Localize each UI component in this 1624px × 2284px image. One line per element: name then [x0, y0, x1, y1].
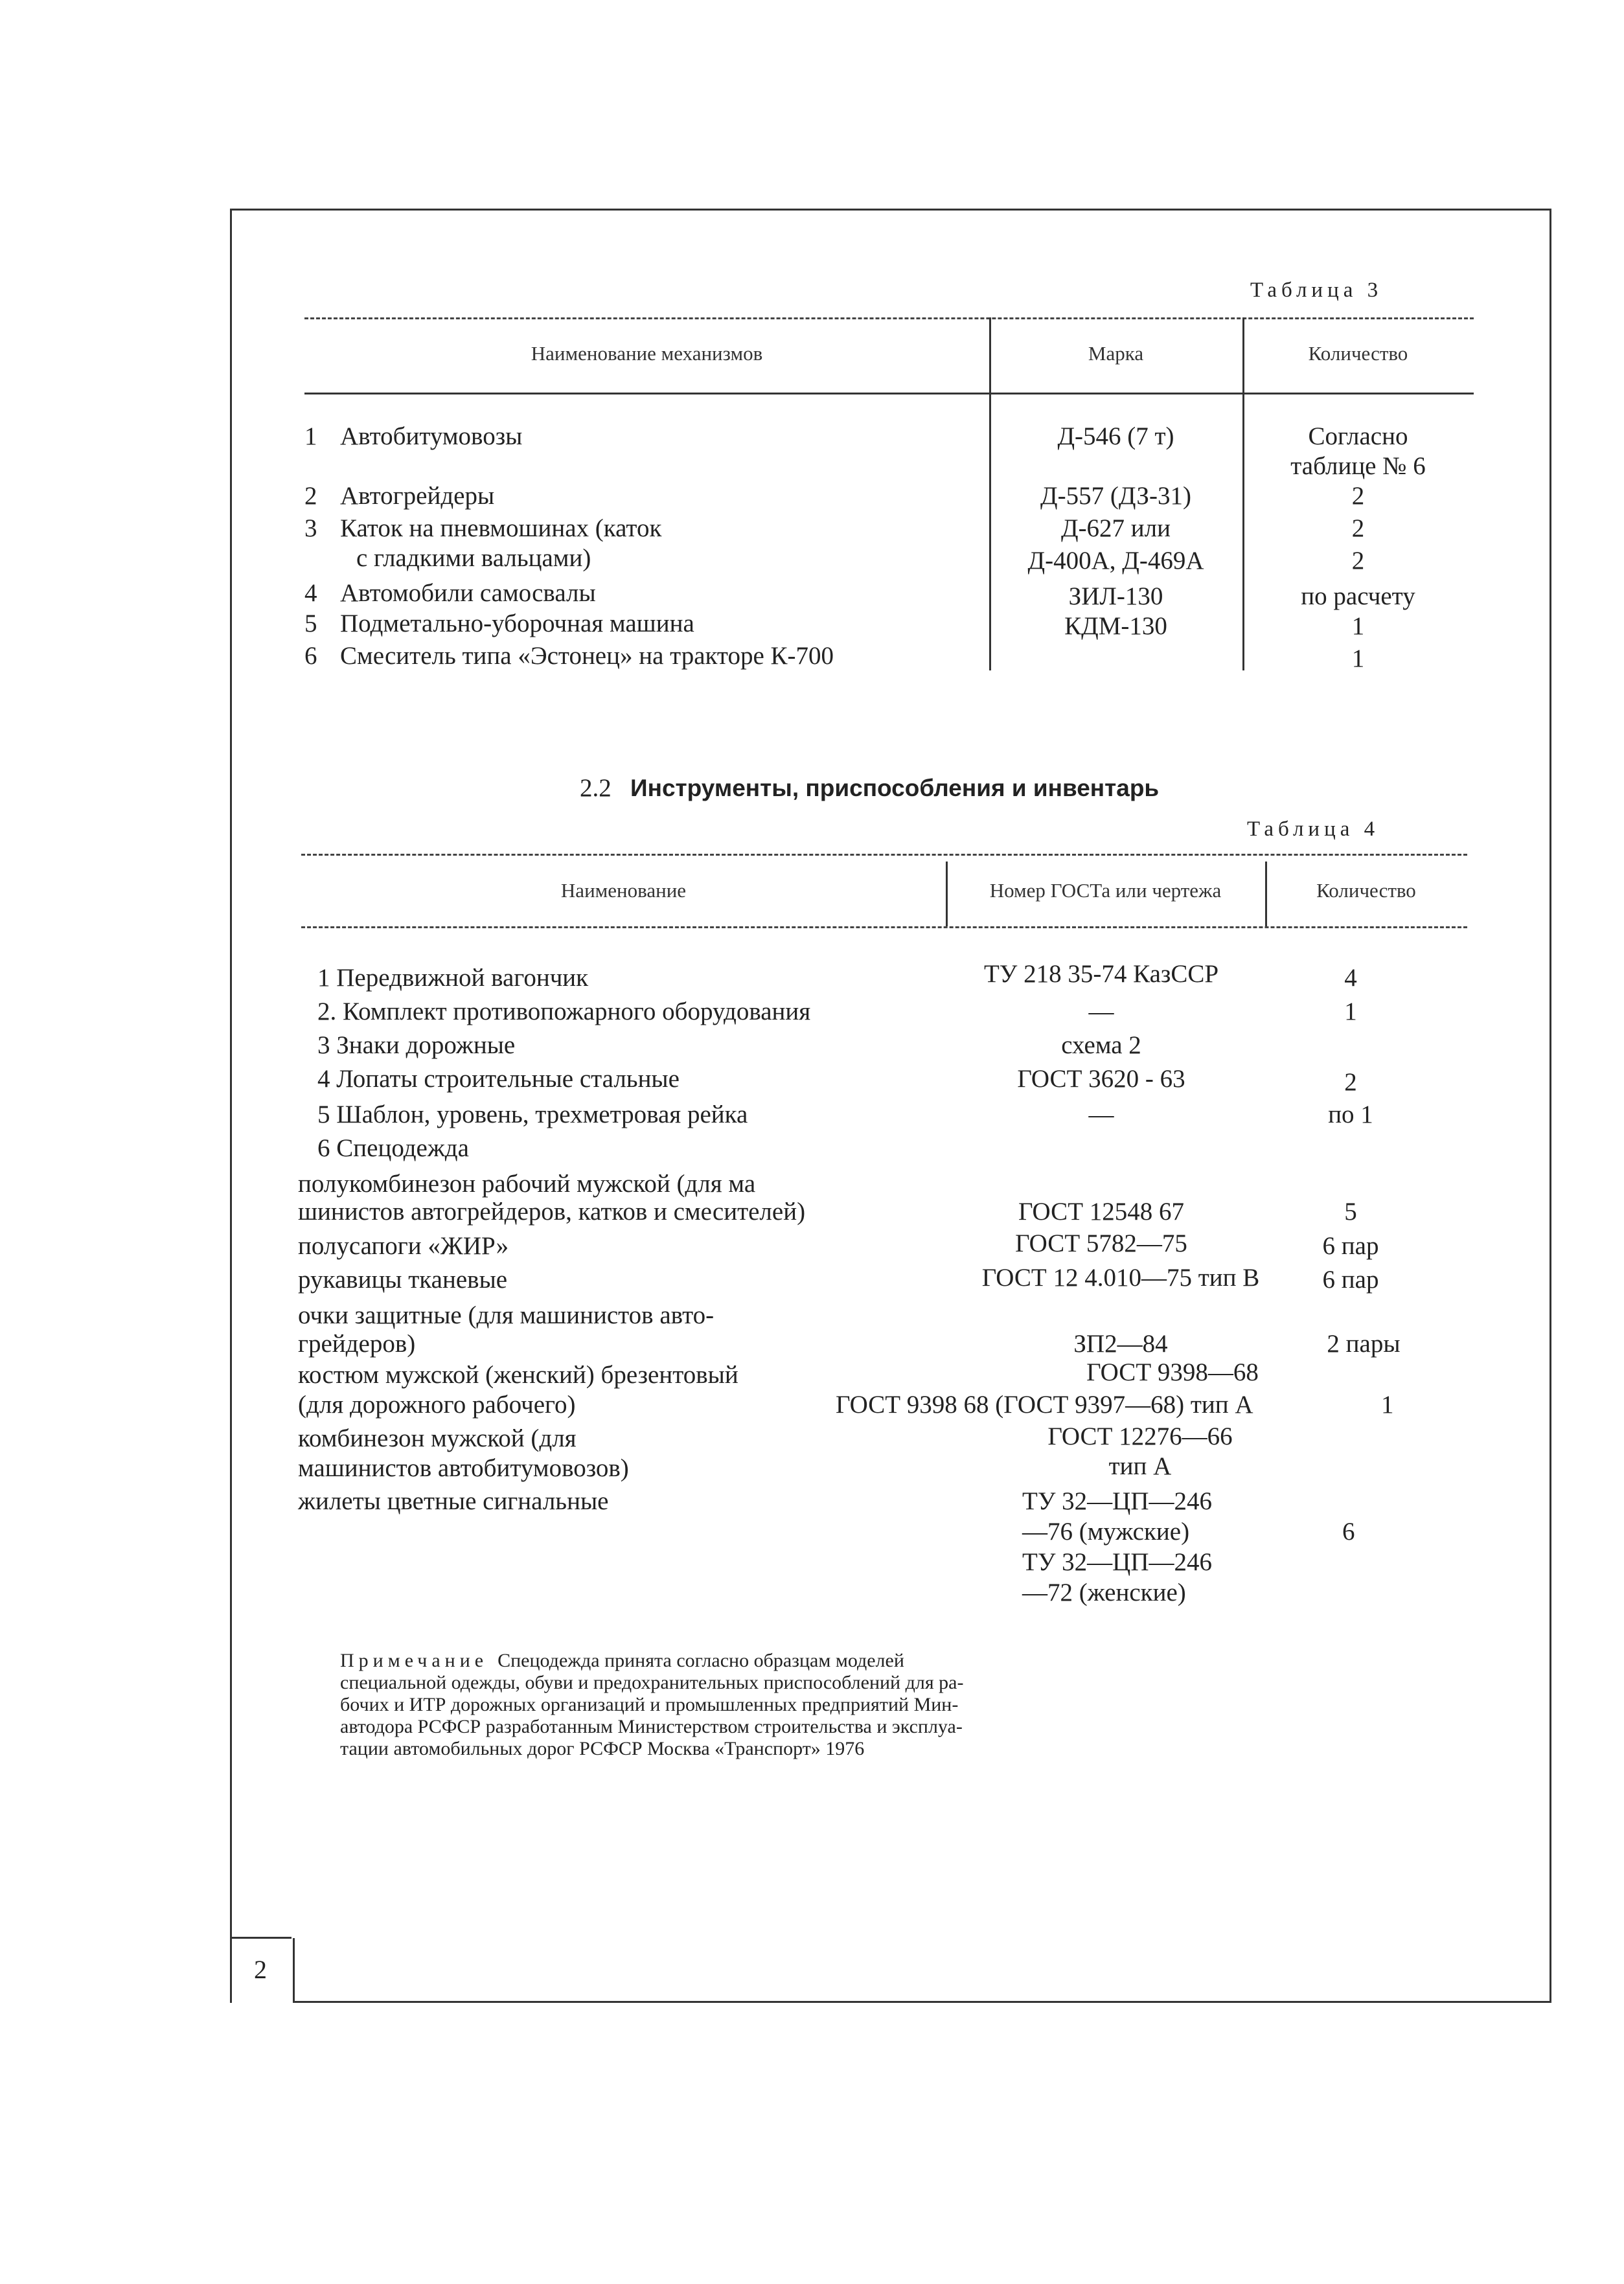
- table3-row-num: 1: [304, 422, 317, 450]
- table4-row-qty: 2: [1344, 1068, 1357, 1096]
- special-item-name: очки защитные (для машинистов авто-: [298, 1301, 715, 1329]
- special-item-qty: 5: [1344, 1198, 1357, 1226]
- note-line: тации автомобильных дорог РСФСР Москва «Транспорт» 1976: [340, 1738, 865, 1759]
- special-item-qty: 1: [1381, 1391, 1394, 1419]
- special-item-gost: ГОСТ 5782—75: [1015, 1229, 1187, 1257]
- special-item-gost: тип А: [1108, 1452, 1172, 1480]
- table4-row-gost: —: [1088, 1101, 1114, 1128]
- table4-row-name: 6 Спецодежда: [317, 1134, 469, 1162]
- special-item-name: костюм мужской (женский) брезентовый: [298, 1361, 738, 1389]
- table3-row-num: 5: [304, 610, 317, 637]
- page-number-box-side: [293, 1938, 295, 2003]
- table3-row-qty: 2: [1351, 482, 1365, 510]
- special-item-name: шинистов автогрейдеров, катков и смесителей): [298, 1198, 806, 1226]
- special-item-name: (для дорожного рабочего): [298, 1391, 576, 1419]
- table3-row-num: 3: [304, 514, 317, 542]
- table4-row-gost: ГОСТ 3620 - 63: [1017, 1065, 1185, 1093]
- table3-row-brand: ЗИЛ-130: [1068, 582, 1163, 610]
- section-heading: [580, 773, 1159, 803]
- special-item-name: полукомбинезон рабочий мужской (для ма: [298, 1170, 756, 1198]
- table3-row-qty: Согласно: [1308, 422, 1408, 450]
- note-line: бочих и ИТР дорожных организаций и промышленных предприятий Мин-: [340, 1694, 959, 1715]
- table3-row-brand: Д-627 или: [1060, 514, 1171, 542]
- table3-row-brand: КДМ-130: [1064, 612, 1167, 640]
- special-item-qty: 6: [1342, 1518, 1355, 1546]
- special-item-name: комбинезон мужской (для: [298, 1424, 577, 1452]
- table3-row-name: с гладкими вальцами): [356, 544, 591, 572]
- special-item-gost: ТУ 32—ЦП—246: [1022, 1487, 1213, 1515]
- section-title: Инструменты, приспособления и инвентарь: [630, 775, 1160, 801]
- table3-row-num: 6: [304, 642, 317, 670]
- special-item-gost: ГОСТ 12548 67: [1018, 1198, 1185, 1226]
- table3-row-name: Автобитумовозы: [340, 422, 523, 450]
- table3-row-brand: Д-557 (ДЗ-31): [1040, 482, 1191, 510]
- special-item-gost: ГОСТ 12276—66: [1047, 1422, 1233, 1450]
- table4-row-name: 4 Лопаты строительные стальные: [317, 1065, 680, 1093]
- special-item-gost: —76 (мужские): [1022, 1518, 1190, 1546]
- special-item-gost: ТУ 32—ЦП—246: [1022, 1548, 1213, 1576]
- table4-row-qty: по 1: [1328, 1101, 1373, 1128]
- page-number-box-top: [232, 1937, 292, 1939]
- special-item-gost: ГОСТ 9398—68: [1086, 1358, 1259, 1386]
- table3-top-rule: [304, 317, 1474, 319]
- table4-caption: Таблица 4: [1247, 817, 1380, 841]
- table4-header-name: Наименование: [560, 879, 687, 902]
- special-item-name: полусапоги «ЖИР»: [298, 1232, 509, 1260]
- table3-row-qty: по расчету: [1301, 582, 1415, 610]
- frame-top: [230, 209, 1551, 211]
- table4-row-gost: схема 2: [1061, 1031, 1141, 1059]
- special-item-qty: 6 пар: [1322, 1266, 1379, 1294]
- frame-left: [230, 209, 232, 2003]
- table4-header-rule: [301, 926, 1467, 928]
- note-line: Спецодежда принята согласно образцам моделей: [497, 1650, 904, 1671]
- table3-header-rule: [304, 393, 1474, 394]
- special-item-qty: 6 пар: [1322, 1232, 1379, 1260]
- table4-header-qty: Количество: [1316, 879, 1416, 902]
- table4-row-gost: ТУ 218 35-74 КазССР: [983, 960, 1219, 988]
- special-item-gost: ЗП2—84: [1073, 1330, 1168, 1358]
- note-line: автодора РСФСР разработанным Министерством строительства и эксплуа-: [340, 1716, 963, 1737]
- frame-bottom: [295, 2001, 1551, 2003]
- table4-row-qty: 1: [1344, 998, 1357, 1025]
- note-line: специальной одежды, обуви и предохранительных приспособлений для ра-: [340, 1672, 964, 1693]
- table4-row-name: 2. Комплект противопожарного оборудования: [317, 998, 811, 1025]
- table4-row-gost: —: [1088, 998, 1114, 1025]
- table3-row-qty: 1: [1351, 645, 1365, 672]
- note: [340, 1650, 1143, 1760]
- table3-row-num: 2: [304, 482, 317, 510]
- table3-row-name: Каток на пневмошинах (каток: [340, 514, 662, 542]
- table3-row-num: 4: [304, 579, 317, 607]
- table3-header-name: Наименование механизмов: [531, 342, 763, 365]
- table3-row-name: Автогрейдеры: [340, 482, 495, 510]
- table4-top-rule: [301, 854, 1467, 856]
- table4-row-name: 1 Передвижной вагончик: [317, 964, 589, 992]
- page-number: 2: [254, 1955, 267, 1984]
- table4-row-name: 3 Знаки дорожные: [317, 1031, 516, 1059]
- special-item-gost: ГОСТ 12 4.010—75 тип В: [981, 1264, 1260, 1292]
- special-item-name: жилеты цветные сигнальные: [298, 1487, 609, 1515]
- table3-row-qty: 2: [1351, 547, 1365, 575]
- note-label: Примечание: [340, 1650, 488, 1671]
- table3-row-name: Подметально-уборочная машина: [340, 610, 694, 637]
- table3-row-name: Автомобили самосвалы: [340, 579, 596, 607]
- special-item-name: машинистов автобитумовозов): [298, 1454, 629, 1482]
- table4-header-gost: Номер ГОСТа или чертежа: [989, 879, 1222, 902]
- table3-header-qty: Количество: [1308, 342, 1408, 365]
- table3-row-brand: Д-400А, Д-469А: [1027, 547, 1204, 575]
- table3-row-qty: 1: [1351, 612, 1365, 640]
- special-item-qty: 2 пары: [1327, 1330, 1401, 1358]
- table4-row-qty: 4: [1344, 964, 1357, 992]
- table3-caption: Таблица 3: [1250, 279, 1383, 302]
- special-item-name: рукавицы тканевые: [298, 1266, 508, 1294]
- special-item-gost: ГОСТ 9398 68 (ГОСТ 9397—68) тип А: [836, 1391, 1253, 1419]
- special-item-name: грейдеров): [298, 1330, 416, 1358]
- frame-right: [1550, 209, 1551, 2003]
- table3-row-qty: таблице № 6: [1290, 452, 1426, 480]
- special-item-gost: —72 (женские): [1022, 1579, 1186, 1606]
- section-number: 2.2: [580, 774, 612, 802]
- table3-row-qty: 2: [1351, 514, 1365, 542]
- table3-row-name: Смеситель типа «Эстонец» на тракторе К-700: [340, 642, 834, 670]
- table4-row-name: 5 Шаблон, уровень, трехметровая рейка: [317, 1101, 748, 1128]
- table3-header-brand: Марка: [1088, 342, 1144, 365]
- table3-row-brand: Д-546 (7 т): [1057, 422, 1174, 450]
